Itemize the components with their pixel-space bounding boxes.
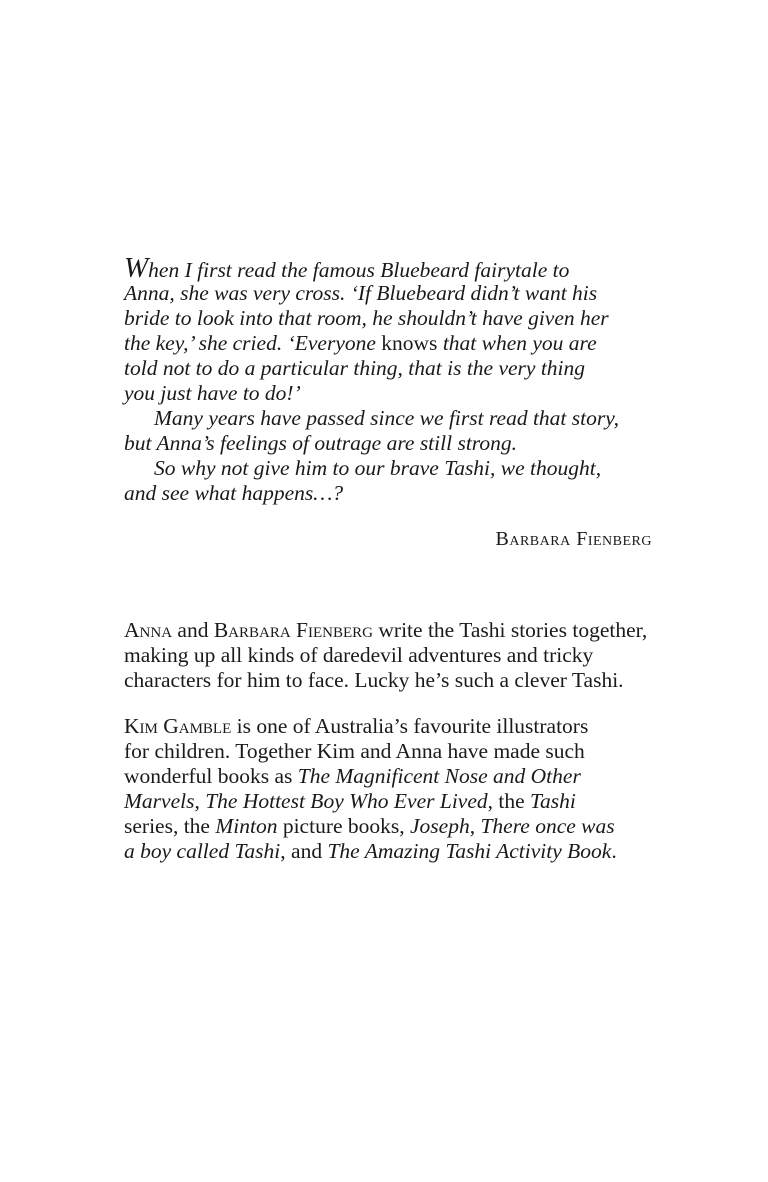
author-name: Anna: [124, 618, 173, 642]
bio-line: characters for him to face. Lucky he’s such a clever Tashi.: [124, 668, 624, 692]
book-title: Tashi: [530, 789, 576, 813]
foreword-line: you just have to do!’: [124, 381, 301, 405]
author-signature: Barbara Fienberg: [495, 528, 652, 550]
foreword-line: bride to look into that room, he shouldn’t have given her: [124, 306, 609, 330]
emphasis-text: knows: [381, 331, 438, 355]
bio-text: picture books,: [282, 814, 405, 838]
bio-line: for children. Together Kim and Anna have made such: [124, 739, 585, 763]
book-title: a boy called Tashi: [124, 839, 281, 863]
foreword-line: Anna, she was very cross. ‘If Bluebeard didn’t want his: [124, 281, 598, 305]
foreword-line: [124, 331, 652, 356]
foreword: [124, 252, 652, 551]
book-title: Minton: [215, 814, 278, 838]
book-title: The Magnificent Nose and Other: [297, 764, 581, 788]
drop-cap: W: [124, 252, 149, 284]
bio-text: wonderful books as: [124, 764, 293, 788]
bio-text: and: [177, 618, 209, 642]
bio-text: .: [611, 839, 617, 863]
bio-line: [124, 839, 652, 864]
bio-text: write the Tashi stories together,: [378, 618, 648, 642]
foreword-line: and see what happens…?: [124, 481, 344, 505]
book-title: There once was: [480, 814, 615, 838]
book-title: Marvels: [124, 789, 195, 813]
foreword-line: Many years have passed since we first read that story,: [154, 406, 619, 430]
bio-line: making up all kinds of daredevil adventures and tricky: [124, 643, 594, 667]
bio-text: ,: [469, 814, 476, 838]
foreword-text: the key,’ she cried. ‘Everyone: [124, 331, 376, 355]
bio-line: [124, 618, 652, 643]
bio-text: , the: [487, 789, 525, 813]
paragraph-gap: [124, 693, 652, 714]
bio-line: [124, 714, 652, 739]
foreword-line: told not to do a particular thing, that is the very thing: [124, 356, 586, 380]
foreword-text: that when you are: [442, 331, 597, 355]
book-title: The Amazing Tashi Activity Book: [327, 839, 612, 863]
bio-line: [124, 789, 652, 814]
author-bios: [124, 618, 652, 864]
bio-text: , and: [280, 839, 323, 863]
bio-line: [124, 764, 652, 789]
foreword-text: hen I first read the famous Bluebeard fairytale to: [148, 258, 570, 282]
author-name: Barbara Fienberg: [213, 618, 374, 642]
bio-text: is one of Australia’s favourite illustrators: [236, 714, 589, 738]
book-title: Joseph: [410, 814, 470, 838]
foreword-line: but Anna’s feelings of outrage are still strong.: [124, 431, 517, 455]
bio-text: series, the: [124, 814, 210, 838]
foreword-line: [124, 252, 652, 284]
bio-line: [124, 814, 652, 839]
illustrator-name: Kim Gamble: [124, 714, 232, 738]
bio-text: ,: [194, 789, 200, 813]
book-title: The Hottest Boy Who Ever Lived: [205, 789, 488, 813]
foreword-line: So why not give him to our brave Tashi, we thought,: [154, 456, 602, 480]
